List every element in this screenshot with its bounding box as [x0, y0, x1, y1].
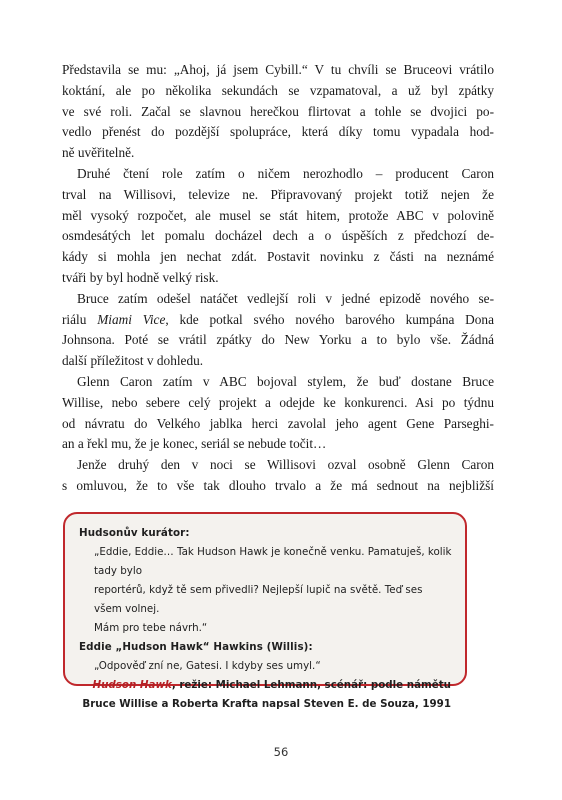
paragraph-4: [62, 372, 494, 455]
page-number: 56: [273, 745, 289, 759]
body-text: [62, 60, 494, 497]
text-line: další příležitost v dohledu.: [62, 353, 204, 369]
text-line: Představila se mu: „Ahoj, já jsem Cybill.“ V tu chvíli se Bruceovi vrátilo: [62, 62, 494, 77]
quote-credit: Bruce Willise a Roberta Krafta napsal Steven E. de Souza, 1991: [82, 698, 451, 710]
paragraph-3: [62, 289, 494, 372]
text-line: Glenn Caron zatím v ABC bojoval stylem, že buď dostane Bruce: [77, 373, 494, 389]
text-line: osmdesátých let pomalu docházel dech a o úspěších z předchozí de-: [62, 228, 494, 244]
text-line: ve své roli. Začal se slavnou herečkou flirtovat a tohle se dvojici po-: [62, 103, 494, 119]
text-line: vedlo přenést do pozdější spolupráce, která díky tomu vypadala hod-: [62, 124, 494, 140]
quote-speaker: Eddie „Hudson Hawk“ Hawkins (Willis):: [79, 641, 313, 653]
quote-speech: [79, 543, 453, 638]
quote-box: [63, 512, 467, 710]
paragraph-5: [62, 455, 494, 497]
quote-line: reportérů, když tě sem přivedli? Nejlepší lupič na světě. Teď ses všem volnej.: [94, 584, 423, 615]
text-line: an a řekl mu, že je konec, seriál se nebude točit…: [62, 436, 327, 452]
text-line: Jenže druhý den v noci se Willisovi ozval osobně Glenn Caron: [77, 457, 494, 473]
series-title: Miami Vice: [97, 311, 166, 327]
paragraph-2: [62, 164, 494, 289]
text-line: od návratu do Velkého jablka herci zavolal jeho agent Gene Parseghi-: [62, 415, 494, 431]
quote-line: „Eddie, Eddie… Tak Hudson Hawk je konečně venku. Pamatuješ, kolik tady bylo: [94, 546, 452, 577]
text-line: tváři by byl hodně velký risk.: [62, 269, 219, 285]
text-line: ně uvěřitelně.: [62, 145, 135, 161]
text-line: měl vysoký rozpočet, ale musel se stát hitem, protože ABC v polovině: [62, 207, 494, 223]
text-line: Druhé čtení role zatím o ničem nerozhodlo – producent Caron: [77, 165, 494, 181]
text-line: Johnsona. Poté se vrátil zpátky do New Yorku a to bylo vše. Žádná: [62, 332, 494, 348]
text-line: kády si mohla jen nechat zdát. Postavit novinku z části na neznámé: [62, 249, 494, 265]
text-line: trval na Willisovi, televize ne. Připravovaný projekt totiž nejen že: [62, 186, 494, 202]
text-line: s omluvou, že to vše tak dlouho trvalo a že má sednout na nejbližší: [62, 477, 494, 493]
quote-credit: [79, 676, 453, 695]
text-line: koktání, ale po několika sekundách se vzpamatoval, a už byl zpátky: [62, 82, 494, 98]
text-line: [62, 310, 494, 331]
quote-speech: „Odpověď zní ne, Gatesi. I kdyby ses umyl.“: [94, 660, 321, 672]
text-line: Willise, nebo sebere celý projekt a odejde ke konkurenci. Asi po týdnu: [62, 394, 494, 410]
paragraph-1: [62, 60, 494, 164]
text-fragment: , kde potkal svého nového barového kumpána Dona: [165, 311, 494, 327]
film-title: Hudson Hawk: [92, 679, 172, 691]
quote-line: Mám pro tebe návrh.“: [94, 622, 208, 634]
quote-speaker: Hudsonův kurátor:: [79, 527, 190, 539]
text-line: Bruce zatím odešel natáčet vedlejší roli v jedné epizodě nového se-: [77, 290, 494, 306]
credit-text: , režie: Michael Lehmann, scénář: podle námětu: [171, 679, 451, 691]
text-fragment: riálu: [62, 311, 98, 327]
